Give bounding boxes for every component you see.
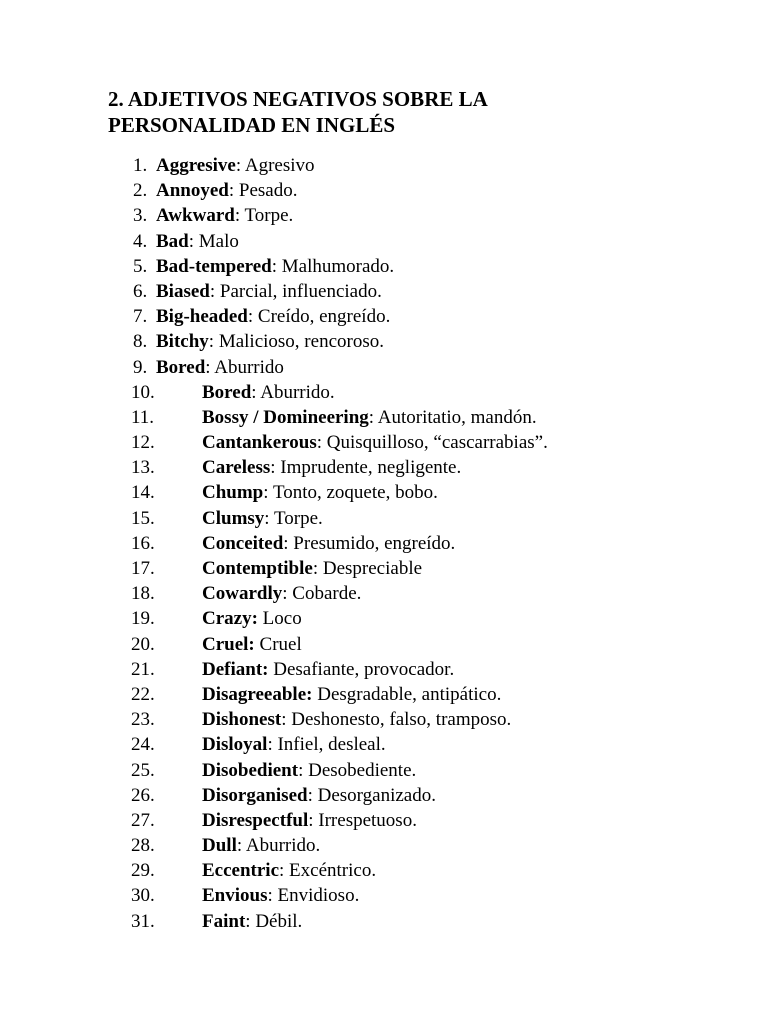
item-term: Dull (202, 835, 237, 857)
item-term: Biased (156, 280, 210, 302)
list-item (0, 682, 768, 707)
item-term: Bad (156, 230, 189, 252)
item-definition: Autoritatio, mandón. (377, 406, 537, 428)
item-number: 11. (131, 406, 155, 428)
section-heading (108, 86, 708, 138)
item-term: Chump (202, 482, 264, 504)
item-text (156, 153, 315, 178)
item-text (202, 833, 320, 858)
list-item (0, 304, 768, 329)
item-separator: : (298, 759, 309, 781)
item-definition: Envidioso. (277, 885, 360, 907)
item-number: 15. (131, 507, 155, 529)
item-text (202, 380, 335, 405)
item-number: 2. (133, 180, 148, 202)
item-term: Disorganised (202, 784, 308, 806)
item-term: Crazy: (202, 608, 258, 630)
item-definition: Aburrido (214, 356, 284, 378)
item-definition: Deshonesto, falso, tramposo. (291, 709, 512, 731)
item-number: 13. (131, 457, 155, 479)
adjective-list (0, 153, 768, 934)
item-number: 4. (133, 230, 148, 252)
item-term: Big-headed (156, 306, 248, 328)
item-definition: Aburrido. (260, 381, 335, 403)
list-item (0, 254, 768, 279)
item-number: 26. (131, 784, 155, 806)
list-item (0, 707, 768, 732)
list-item (0, 178, 768, 203)
item-term: Dishonest (202, 709, 282, 731)
item-term: Disloyal (202, 734, 268, 756)
item-text (156, 355, 284, 380)
list-item (0, 203, 768, 228)
item-text (156, 178, 297, 203)
item-definition: Presumido, engreído. (293, 532, 456, 554)
item-definition: Malicioso, rencoroso. (218, 331, 384, 353)
list-item (0, 783, 768, 808)
item-separator: : (271, 255, 282, 277)
item-text (202, 909, 302, 934)
item-separator: : (247, 306, 258, 328)
item-number: 27. (131, 809, 155, 831)
item-separator: : (267, 885, 278, 907)
item-number: 1. (133, 155, 148, 176)
item-separator: : (263, 482, 273, 504)
item-definition: Desgradable, antipático. (317, 683, 502, 705)
item-text (202, 682, 501, 707)
heading-line-2: PERSONALIDAD EN INGLÉS (108, 113, 396, 137)
item-definition: Excéntrico. (289, 860, 377, 882)
item-term: Eccentric (202, 860, 280, 882)
item-text (156, 203, 293, 228)
item-number: 19. (131, 608, 155, 630)
list-item (0, 581, 768, 606)
item-separator: : (208, 331, 219, 353)
item-term: Disrespectful (202, 809, 309, 831)
item-number: 12. (131, 432, 155, 454)
item-text (156, 279, 382, 304)
item-number: 21. (131, 658, 155, 680)
item-number: 8. (133, 331, 148, 353)
item-text (156, 254, 394, 279)
list-item (0, 279, 768, 304)
item-definition: Torpe. (273, 507, 323, 529)
list-item (0, 153, 768, 178)
list-item (0, 380, 768, 405)
item-definition: Cobarde. (292, 583, 362, 605)
item-definition: Despreciable (322, 558, 423, 579)
item-number: 20. (131, 633, 155, 655)
item-term: Bossy / Domineering (202, 406, 369, 428)
item-definition: Agresivo (244, 155, 315, 176)
list-item (0, 531, 768, 556)
item-text (202, 430, 548, 455)
list-item (0, 883, 768, 908)
item-term: Defiant: (202, 658, 269, 680)
list-item (0, 858, 768, 883)
item-number: 10. (131, 381, 155, 403)
item-text (202, 480, 438, 505)
item-term: Bored (156, 356, 206, 378)
item-separator: : (368, 406, 378, 428)
item-number: 9. (133, 356, 148, 378)
list-item (0, 556, 768, 581)
item-separator: : (279, 860, 290, 882)
item-definition: Quisquilloso, “cascarrabias”. (326, 432, 548, 454)
item-definition: Aburrido. (245, 835, 321, 857)
list-item (0, 909, 768, 934)
item-separator: : (209, 280, 220, 302)
item-text (156, 329, 384, 354)
item-term: Bored (202, 381, 252, 403)
item-definition: Pesado. (238, 180, 298, 202)
item-text (202, 632, 302, 657)
item-term: Contemptible (202, 558, 313, 579)
item-separator: : (270, 457, 281, 479)
list-item (0, 808, 768, 833)
item-separator: : (282, 583, 293, 605)
item-number: 25. (131, 759, 155, 781)
list-item (0, 355, 768, 380)
item-number: 7. (133, 306, 148, 328)
item-separator: : (267, 734, 278, 756)
item-definition: Tonto, zoquete, bobo. (272, 482, 438, 504)
item-term: Aggresive (156, 155, 236, 176)
list-item (0, 632, 768, 657)
list-item (0, 455, 768, 480)
item-text (202, 883, 359, 908)
item-term: Disagreeable: (202, 683, 313, 705)
item-text (202, 506, 323, 531)
list-item (0, 229, 768, 254)
item-definition: Malhumorado. (281, 255, 395, 277)
item-definition: Imprudente, negligente. (280, 457, 462, 479)
item-separator: : (205, 356, 215, 378)
item-separator: : (234, 205, 245, 227)
list-item (0, 480, 768, 505)
heading-line-1: 2. ADJETIVOS NEGATIVOS SOBRE LA (108, 87, 488, 111)
list-item (0, 606, 768, 631)
item-number: 30. (131, 885, 155, 907)
item-number: 6. (133, 280, 148, 302)
item-separator: : (235, 155, 245, 176)
item-term: Annoyed (156, 180, 229, 202)
item-term: Clumsy (202, 507, 265, 529)
item-number: 31. (131, 910, 155, 932)
item-term: Cowardly (202, 583, 283, 605)
item-definition: Cruel (259, 633, 302, 655)
list-item (0, 430, 768, 455)
item-separator: : (307, 784, 318, 806)
item-definition: Irrespetuoso. (318, 809, 417, 831)
item-text (156, 229, 239, 254)
item-term: Cruel: (202, 633, 255, 655)
item-text (202, 707, 511, 732)
item-definition: Loco (262, 608, 302, 630)
item-term: Faint (202, 910, 246, 932)
item-number: 29. (131, 860, 155, 882)
item-definition: Torpe. (244, 205, 294, 227)
item-number: 18. (131, 583, 155, 605)
list-item (0, 758, 768, 783)
item-separator: : (251, 381, 261, 403)
item-text (202, 657, 454, 682)
item-term: Bad-tempered (156, 255, 272, 277)
item-number: 5. (133, 255, 148, 277)
item-text (202, 581, 361, 606)
item-definition: Desobediente. (308, 759, 417, 781)
item-definition: Malo (198, 230, 239, 252)
item-definition: Débil. (255, 910, 303, 932)
item-text (202, 531, 455, 556)
list-item (0, 506, 768, 531)
item-text (202, 732, 386, 757)
item-number: 16. (131, 532, 155, 554)
item-term: Awkward (156, 205, 235, 227)
item-text (202, 808, 417, 833)
item-number: 23. (131, 709, 155, 731)
item-number: 14. (131, 482, 155, 504)
item-number: 22. (131, 683, 155, 705)
item-number: 28. (131, 835, 155, 857)
item-text (202, 455, 461, 480)
item-separator: : (312, 558, 323, 579)
item-text (202, 758, 416, 783)
item-text (156, 304, 390, 329)
item-separator: : (283, 532, 294, 554)
item-text (202, 606, 302, 631)
item-text (202, 858, 376, 883)
item-text (202, 405, 537, 430)
list-item (0, 732, 768, 757)
item-definition: Parcial, influenciado. (219, 280, 382, 302)
list-item (0, 329, 768, 354)
item-separator: : (228, 180, 239, 202)
item-separator: : (264, 507, 274, 529)
item-separator: : (281, 709, 292, 731)
item-text (202, 783, 436, 808)
item-separator: : (308, 809, 319, 831)
item-number: 3. (133, 205, 148, 227)
list-item (0, 833, 768, 858)
item-definition: Desafiante, provocador. (273, 658, 455, 680)
item-term: Disobedient (202, 759, 299, 781)
item-term: Conceited (202, 532, 284, 554)
item-separator: : (245, 910, 256, 932)
item-definition: Creído, engreído. (257, 306, 391, 328)
item-term: Cantankerous (202, 432, 317, 454)
item-definition: Desorganizado. (317, 784, 436, 806)
item-separator: : (316, 432, 327, 454)
list-item (0, 405, 768, 430)
item-definition: Infiel, desleal. (277, 734, 386, 756)
item-number: 17. (131, 558, 155, 579)
item-text (202, 556, 422, 581)
item-term: Envious (202, 885, 268, 907)
item-separator: : (236, 835, 246, 857)
item-number: 24. (131, 734, 155, 756)
item-term: Bitchy (156, 331, 209, 353)
list-item (0, 657, 768, 682)
item-separator: : (188, 230, 199, 252)
item-term: Careless (202, 457, 271, 479)
